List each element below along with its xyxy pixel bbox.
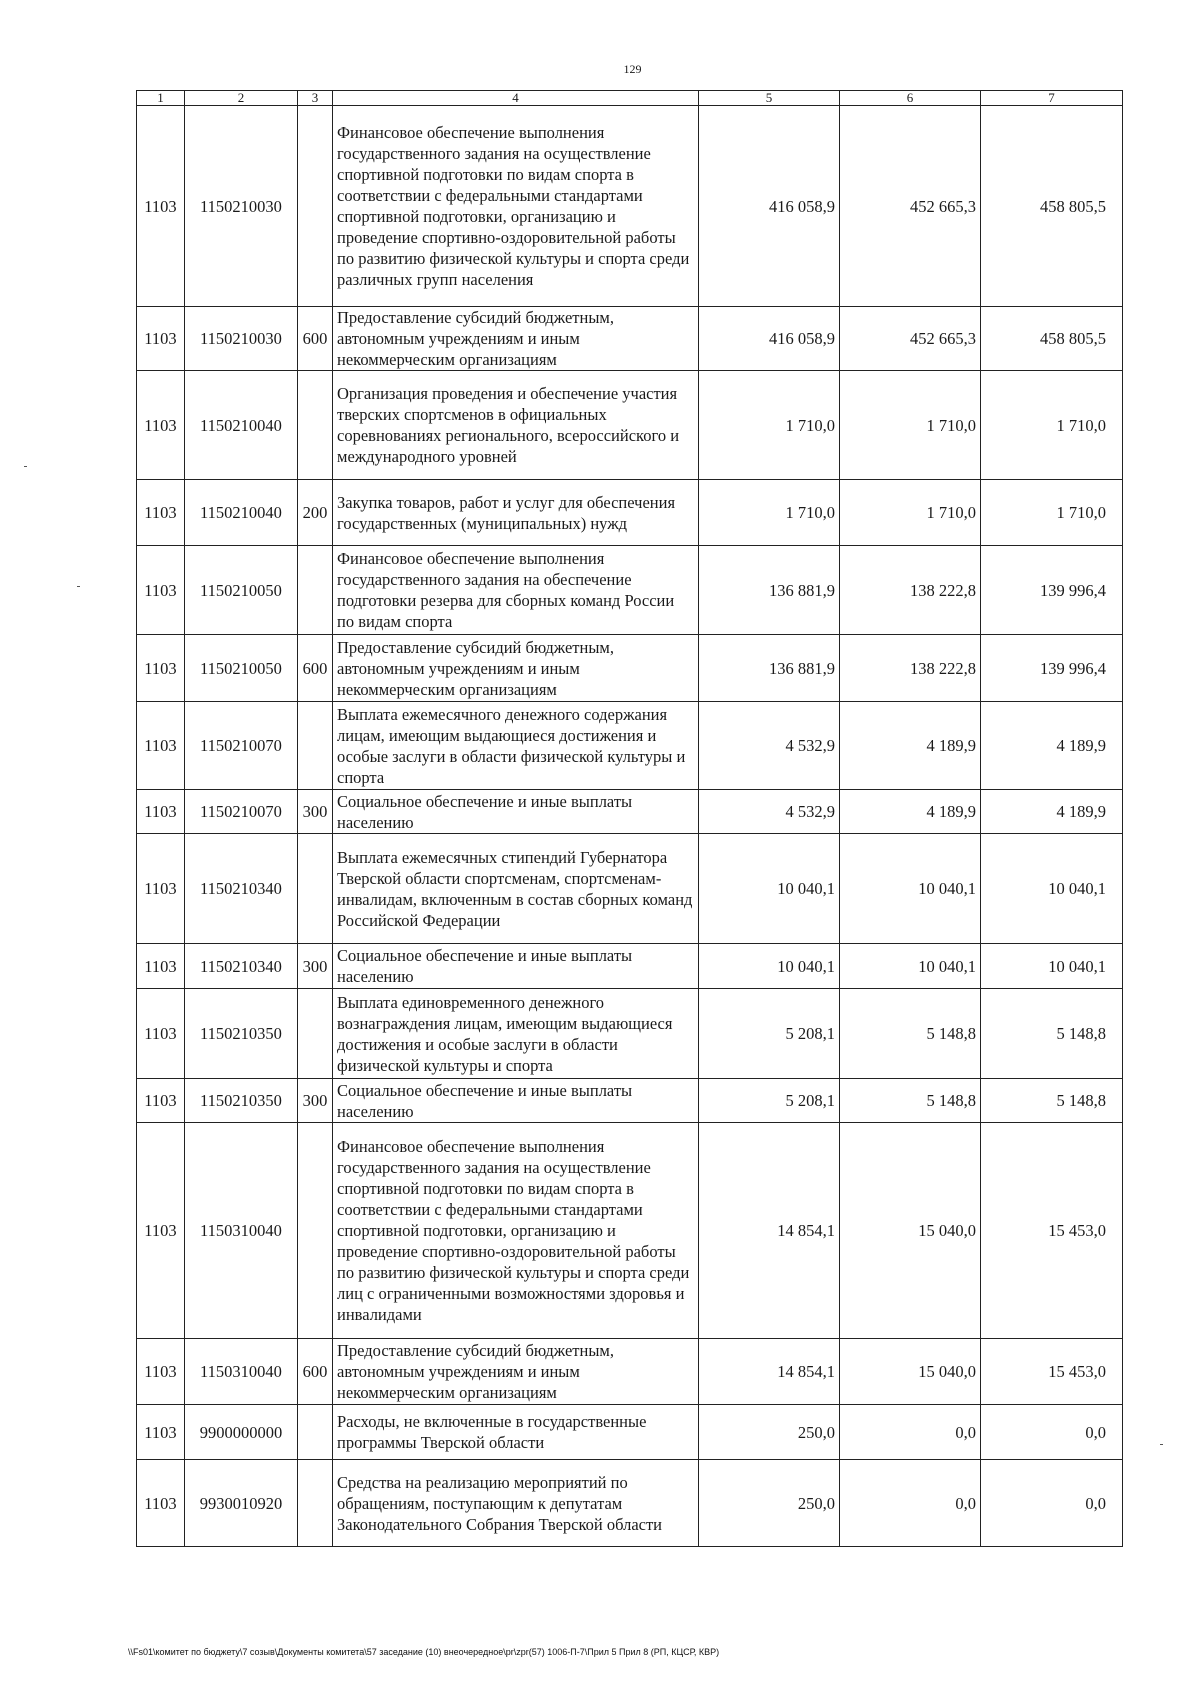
amount-col6-cell: 5 148,8 [840, 1079, 981, 1123]
amount-col5-cell: 136 881,9 [699, 546, 840, 635]
amount-col6-cell: 138 222,8 [840, 546, 981, 635]
table-row [137, 307, 1123, 371]
scan-speck [77, 586, 80, 587]
column-header: 3 [298, 91, 333, 106]
section-code-cell: 1103 [137, 834, 185, 944]
amount-col7-cell: 4 189,9 [981, 702, 1123, 790]
amount-col7-cell: 1 710,0 [981, 371, 1123, 480]
amount-col5-cell: 14 854,1 [699, 1123, 840, 1339]
target-article-cell: 1150210340 [185, 944, 298, 989]
column-header: 5 [699, 91, 840, 106]
target-article-cell: 1150310040 [185, 1339, 298, 1405]
amount-col7-cell: 458 805,5 [981, 307, 1123, 371]
amount-col5-cell: 5 208,1 [699, 989, 840, 1079]
amount-col6-cell: 15 040,0 [840, 1123, 981, 1339]
amount-col6-cell: 4 189,9 [840, 702, 981, 790]
amount-col7-cell: 4 189,9 [981, 790, 1123, 834]
amount-col6-cell: 452 665,3 [840, 307, 981, 371]
amount-col5-cell: 136 881,9 [699, 635, 840, 702]
item-name-cell: Финансовое обеспечение выполнения государственного задания на осуществление спортивной подготовки по видам спорта в соответствии с федеральными стандартами спортивной подготовки, организацию и проведение спортивно-оздоровительной работы по развитию физической культуры и спорта среди различных групп населения [333, 106, 699, 307]
expense-type-cell [298, 546, 333, 635]
section-code-cell: 1103 [137, 106, 185, 307]
amount-col6-cell: 0,0 [840, 1460, 981, 1547]
item-name-cell: Выплата ежемесячных стипендий Губернатора Тверской области спортсменам, спортсменам-инвалидам, включенным в состав сборных команд Российской Федерации [333, 834, 699, 944]
table-row [137, 546, 1123, 635]
amount-col7-cell: 15 453,0 [981, 1339, 1123, 1405]
item-name-cell: Социальное обеспечение и иные выплаты населению [333, 944, 699, 989]
table-row [137, 1339, 1123, 1405]
amount-col5-cell: 10 040,1 [699, 944, 840, 989]
amount-col5-cell: 250,0 [699, 1405, 840, 1460]
amount-col5-cell: 416 058,9 [699, 106, 840, 307]
expense-type-cell [298, 989, 333, 1079]
item-name-cell: Средства на реализацию мероприятий по обращениям, поступающим к депутатам Законодательного Собрания Тверской области [333, 1460, 699, 1547]
item-name-cell: Финансовое обеспечение выполнения государственного задания на обеспечение подготовки резерва для сборных команд России по видам спорта [333, 546, 699, 635]
amount-col7-cell: 10 040,1 [981, 944, 1123, 989]
item-name-cell: Предоставление субсидий бюджетным, автономным учреждениям и иным некоммерческим организациям [333, 307, 699, 371]
item-name-cell: Социальное обеспечение и иные выплаты населению [333, 1079, 699, 1123]
table-row [137, 702, 1123, 790]
amount-col5-cell: 5 208,1 [699, 1079, 840, 1123]
item-name-cell: Выплата ежемесячного денежного содержания лицам, имеющим выдающиеся достижения и особые заслуги в области физической культуры и спорта [333, 702, 699, 790]
table-row [137, 989, 1123, 1079]
amount-col7-cell: 5 148,8 [981, 989, 1123, 1079]
amount-col7-cell: 0,0 [981, 1405, 1123, 1460]
amount-col6-cell: 10 040,1 [840, 834, 981, 944]
item-name-cell: Закупка товаров, работ и услуг для обеспечения государственных (муниципальных) нужд [333, 480, 699, 546]
target-article-cell: 1150210040 [185, 371, 298, 480]
amount-col6-cell: 15 040,0 [840, 1339, 981, 1405]
amount-col5-cell: 4 532,9 [699, 702, 840, 790]
item-name-cell: Организация проведения и обеспечение участия тверских спортсменов в официальных соревнованиях регионального, всероссийского и международного уровней [333, 371, 699, 480]
expense-type-cell [298, 1460, 333, 1547]
expense-type-cell: 600 [298, 635, 333, 702]
table-row [137, 371, 1123, 480]
expense-type-cell: 300 [298, 790, 333, 834]
amount-col7-cell: 15 453,0 [981, 1123, 1123, 1339]
section-code-cell: 1103 [137, 944, 185, 989]
table-row [137, 834, 1123, 944]
section-code-cell: 1103 [137, 1339, 185, 1405]
amount-col6-cell: 1 710,0 [840, 371, 981, 480]
target-article-cell: 1150210350 [185, 1079, 298, 1123]
amount-col6-cell: 452 665,3 [840, 106, 981, 307]
table-row [137, 480, 1123, 546]
target-article-cell: 1150210050 [185, 635, 298, 702]
section-code-cell: 1103 [137, 635, 185, 702]
section-code-cell: 1103 [137, 989, 185, 1079]
budget-table [136, 90, 1123, 1547]
expense-type-cell [298, 1405, 333, 1460]
target-article-cell: 1150210340 [185, 834, 298, 944]
target-article-cell: 9930010920 [185, 1460, 298, 1547]
amount-col7-cell: 139 996,4 [981, 546, 1123, 635]
table-row [137, 790, 1123, 834]
target-article-cell: 1150210040 [185, 480, 298, 546]
page-number: 129 [623, 62, 642, 76]
expense-type-cell [298, 834, 333, 944]
target-article-cell: 1150210050 [185, 546, 298, 635]
item-name-cell: Финансовое обеспечение выполнения государственного задания на осуществление спортивной подготовки по видам спорта в соответствии с федеральными стандартами спортивной подготовки, организацию и проведение спортивно-оздоровительной работы по развитию физической культуры и спорта среди лиц с ограниченными возможностями здоровья и инвалидами [333, 1123, 699, 1339]
column-number-header-row [137, 91, 1123, 106]
section-code-cell: 1103 [137, 1460, 185, 1547]
expense-type-cell [298, 702, 333, 790]
section-code-cell: 1103 [137, 1405, 185, 1460]
item-name-cell: Предоставление субсидий бюджетным, автономным учреждениям и иным некоммерческим организациям [333, 1339, 699, 1405]
section-code-cell: 1103 [137, 546, 185, 635]
column-header: 2 [185, 91, 298, 106]
amount-col6-cell: 10 040,1 [840, 944, 981, 989]
amount-col5-cell: 1 710,0 [699, 371, 840, 480]
section-code-cell: 1103 [137, 307, 185, 371]
section-code-cell: 1103 [137, 371, 185, 480]
scan-speck [1160, 1444, 1163, 1445]
target-article-cell: 1150210350 [185, 989, 298, 1079]
section-code-cell: 1103 [137, 1079, 185, 1123]
scan-speck [24, 466, 27, 467]
expense-type-cell: 600 [298, 307, 333, 371]
amount-col5-cell: 10 040,1 [699, 834, 840, 944]
target-article-cell: 1150210030 [185, 106, 298, 307]
expense-type-cell: 300 [298, 944, 333, 989]
column-header: 1 [137, 91, 185, 106]
amount-col6-cell: 138 222,8 [840, 635, 981, 702]
amount-col7-cell: 1 710,0 [981, 480, 1123, 546]
column-header: 4 [333, 91, 699, 106]
amount-col7-cell: 458 805,5 [981, 106, 1123, 307]
table-row [137, 106, 1123, 307]
file-path-footer: \\Fs01\комитет по бюджету\7 созыв\Документы комитета\57 заседание (10) внеочередное\pr\zpr(57) 1006-П-7\Прил 5 Прил 8 (РП, КЦСР, КВР) [128, 1647, 720, 1657]
amount-col7-cell: 5 148,8 [981, 1079, 1123, 1123]
target-article-cell: 1150310040 [185, 1123, 298, 1339]
amount-col7-cell: 0,0 [981, 1460, 1123, 1547]
section-code-cell: 1103 [137, 790, 185, 834]
target-article-cell: 1150210070 [185, 790, 298, 834]
expense-type-cell: 600 [298, 1339, 333, 1405]
amount-col5-cell: 416 058,9 [699, 307, 840, 371]
expense-type-cell [298, 1123, 333, 1339]
target-article-cell: 1150210070 [185, 702, 298, 790]
table-row [137, 1079, 1123, 1123]
target-article-cell: 9900000000 [185, 1405, 298, 1460]
table-row [137, 1460, 1123, 1547]
section-code-cell: 1103 [137, 480, 185, 546]
table-row [137, 1405, 1123, 1460]
item-name-cell: Предоставление субсидий бюджетным, автономным учреждениям и иным некоммерческим организациям [333, 635, 699, 702]
amount-col5-cell: 14 854,1 [699, 1339, 840, 1405]
item-name-cell: Расходы, не включенные в государственные программы Тверской области [333, 1405, 699, 1460]
target-article-cell: 1150210030 [185, 307, 298, 371]
table-row [137, 944, 1123, 989]
table-row [137, 635, 1123, 702]
amount-col5-cell: 250,0 [699, 1460, 840, 1547]
amount-col6-cell: 4 189,9 [840, 790, 981, 834]
section-code-cell: 1103 [137, 1123, 185, 1339]
amount-col6-cell: 5 148,8 [840, 989, 981, 1079]
expense-type-cell: 200 [298, 480, 333, 546]
section-code-cell: 1103 [137, 702, 185, 790]
amount-col7-cell: 139 996,4 [981, 635, 1123, 702]
amount-col6-cell: 1 710,0 [840, 480, 981, 546]
expense-type-cell [298, 371, 333, 480]
item-name-cell: Социальное обеспечение и иные выплаты населению [333, 790, 699, 834]
table-row [137, 1123, 1123, 1339]
column-header: 6 [840, 91, 981, 106]
expense-type-cell [298, 106, 333, 307]
amount-col5-cell: 4 532,9 [699, 790, 840, 834]
expense-type-cell: 300 [298, 1079, 333, 1123]
column-header: 7 [981, 91, 1123, 106]
item-name-cell: Выплата единовременного денежного вознаграждения лицам, имеющим выдающиеся достижения и особые заслуги в области физической культуры и спорта [333, 989, 699, 1079]
amount-col6-cell: 0,0 [840, 1405, 981, 1460]
amount-col7-cell: 10 040,1 [981, 834, 1123, 944]
amount-col5-cell: 1 710,0 [699, 480, 840, 546]
